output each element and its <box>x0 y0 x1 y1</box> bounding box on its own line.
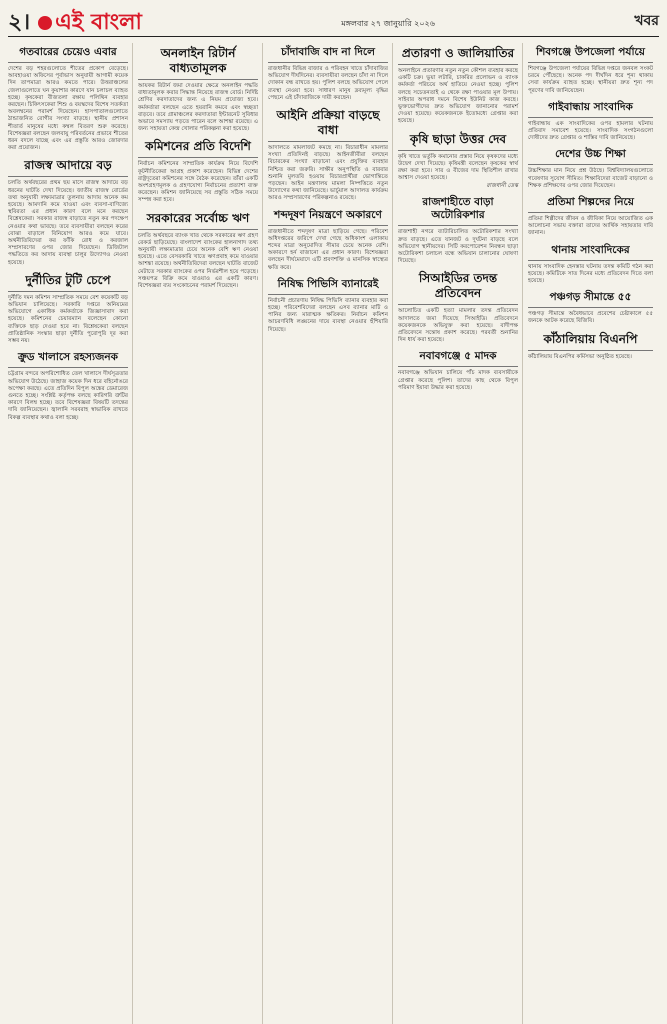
divider <box>268 225 388 226</box>
article-body: আদালতে মামলাজট কমছে না। বিচারাধীন মামলার সংখ্যা প্রতিদিনই বাড়ছে। আইনজীবীরা বলছেন বিচারকের সংখ্যা বাড়ানো এবং প্রযুক্তির ব্যবহার নিশ্চিত করা জরুরি। সাক্ষীর অনুপস্থিতি ও বারবার শুনানি মুলতবি হওয়ায় বিচারপ্রার্থীরা ভোগান্তিতে পড়ছেন। আইন মন্ত্রণালয় মামলা নিষ্পত্তিতে নতুন উদ্যোগের কথা জানিয়েছে। ভার্চুয়াল আদালত কার্যক্রম আরও সম্প্রসারণের পরিকল্পনাও রয়েছে। <box>268 145 388 202</box>
article-headline: শব্দদূষণ নিয়ন্ত্রণে অকারণে <box>274 208 382 221</box>
divider <box>8 176 128 177</box>
article <box>398 132 518 191</box>
article-body: রাজশাহী নগরে ব্যাটারিচালিত অটোরিকশার সংখ্যা দ্রুত বাড়ছে। এতে যানজট ও দুর্ঘটনা বাড়ছে বলে অভিযোগ স্থানীয়দের। সিটি করপোরেশন নিবন্ধন ছাড়া অটোরিকশা চলাচল বন্ধে অভিযান চালানোর ঘোষণা দিয়েছে। <box>398 229 518 265</box>
article <box>398 350 518 392</box>
section-title: খবর <box>634 13 659 29</box>
article <box>528 148 653 190</box>
article-headline: থানায় সাংবাদিকের <box>551 243 630 256</box>
article-body: পঞ্চগড় সীমান্তে অবৈধভাবে প্রবেশের চেষ্টাকালে ৫৫ জনকে আটক করেছে বিজিবি। <box>528 311 653 325</box>
article-body: গাইবান্ধায় এক সাংবাদিকের ওপর হামলার ঘটনায় প্রতিবাদ সমাবেশ হয়েছে। সাংবাদিক সংগঠনগুলো দোষীদের দ্রুত গ্রেপ্তার ও শাস্তির দাবি জানিয়েছে। <box>528 120 653 142</box>
article-body: অনলাইনে প্রতারণার নতুন নতুন কৌশল ব্যবহার করছে একটি চক্র। ভুয়া লটারি, চাকরির প্রলোভন ও ব্যাংক কর্মকর্তা পরিচয়ে অর্থ হাতিয়ে নেওয়া হচ্ছে। পুলিশ বলছে সচেতনতাই এ থেকে রক্ষা পাওয়ার মূল উপায়। সাইবার অপরাধ দমনে বিশেষ ইউনিট কাজ করছে। ভুক্তভোগীদের দ্রুত অভিযোগ জানানোর পরামর্শ দেওয়া হয়েছে। কয়েকজনকে ইতোমধ্যে গ্রেপ্তার করা হয়েছে। <box>398 68 518 125</box>
newspaper-logo <box>38 12 142 34</box>
article-body: শিবগঞ্জে উপজেলা পর্যায়ের বিভিন্ন দপ্তরে জনবল সংকট চরমে পৌঁছেছে। অনেক পদ দীর্ঘদিন ধরে শূন্য থাকায় সেবা কার্যক্রম ব্যাহত হচ্ছে। স্থানীয়রা দ্রুত শূন্য পদ পূরণের দাবি জানিয়েছেন। <box>528 66 653 94</box>
article <box>528 196 653 238</box>
article-body: চট্টগ্রাম বন্দরে অপরিশোধিত তেল খালাসে দীর্ঘসূত্রতার অভিযোগ উঠেছে। জাহাজ কয়েক দিন ধরে বহির্নোঙরে অপেক্ষা করছে। এতে প্রতিদিন বিপুল অঙ্কের ডেমারেজ গুনতে হচ্ছে। সংশ্লিষ্ট কর্তৃপক্ষ বলছে কারিগরি ত্রুটির কারণে বিলম্ব হচ্ছে। তবে বিশেষজ্ঞরা বিষয়টি তদন্তের দাবি জানিয়েছেন। জ্বালানি সরবরাহ স্বাভাবিক রাখতে বিকল্প ব্যবস্থার কথাও বলা হচ্ছে। <box>8 371 128 421</box>
publication-date: মঙ্গলবার ২৭ জানুয়ারি ২০২৬ <box>341 19 435 28</box>
divider <box>138 229 258 230</box>
article <box>528 244 653 286</box>
column-4 <box>398 43 523 1024</box>
divider <box>528 117 653 118</box>
article-headline: সরকারের সর্বোচ্চ ঋণ <box>146 210 250 225</box>
article-body: দেশের বড় শহরগুলোতে শীতের প্রকোপ বেড়েছে। আবহাওয়া অফিসের পূর্বাভাস অনুযায়ী আগামী কয়েক দিন তাপমাত্রা আরও কমতে পারে। উত্তরাঞ্চলের জেলাগুলোতে ঘন কুয়াশার কারণে যান চলাচল ব্যাহত হচ্ছে। কৃষকেরা বীজতলা রক্ষায় পলিথিন ব্যবহার করছেন। চিকিৎসকেরা শিশু ও বয়স্কদের বিশেষ সতর্কতা অবলম্বনের পরামর্শ দিয়েছেন। হাসপাতালগুলোতে ঠান্ডাজনিত রোগীর সংখ্যা বাড়ছে। স্থানীয় প্রশাসন শীতার্ত মানুষের মধ্যে কম্বল বিতরণ শুরু করেছে। বিশেষজ্ঞরা বলছেন জলবায়ু পরিবর্তনের প্রভাবে শীতের ধরন বদলে যাচ্ছে এবং এর প্রস্তুতি আরও জোরদার করা প্রয়োজন। <box>8 66 128 152</box>
article <box>138 211 258 291</box>
article-body: নবাবগঞ্জে অভিযান চালিয়ে পাঁচ মাদক ব্যবসায়ীকে গ্রেপ্তার করেছে পুলিশ। তাদের কাছ থেকে বিপুল পরিমাণ ইয়াবা উদ্ধার করা হয়েছে। <box>398 370 518 391</box>
divider <box>398 150 518 151</box>
article-headline: কমিশনের প্রতি বিদেশি <box>145 139 251 154</box>
article-headline: নবাবগঞ্জে ৫ মাদক <box>419 350 497 363</box>
logo-dot-icon <box>38 16 52 30</box>
article-headline: রাজস্ব আদায়ে বড় <box>24 158 112 173</box>
divider <box>528 62 653 63</box>
divider <box>268 294 388 295</box>
article-body: রাজধানীতে শব্দদূষণ মাত্রা ছাড়িয়ে গেছে। পরিবেশ অধিদপ্তরের জরিপে দেখা গেছে অধিকাংশ এলাকায় শব্দের মাত্রা অনুমোদিত সীমার চেয়ে অনেক বেশি। অকারণে হর্ন বাজানো এর প্রধান কারণ। বিশেষজ্ঞরা বলছেন দীর্ঘমেয়াদে এটি শ্রবণশক্তি ও মানসিক স্বাস্থ্যের ক্ষতি করে। <box>268 228 388 271</box>
divider <box>398 225 518 226</box>
article <box>528 332 653 361</box>
divider <box>528 307 653 308</box>
article-headline: কৃষি ছাড়া উত্তর দেব <box>409 131 507 146</box>
article-body: কাঁঠালিয়ায় বিএনপির কর্মিসভা অনুষ্ঠিত হয়েছে। <box>528 353 632 360</box>
article-headline: আইনি প্রক্রিয়া বাড়ছে বাধা <box>276 108 380 138</box>
article-headline: কাঁঠালিয়ায় বিএনপি <box>543 331 638 346</box>
article-body: আলোচিত একটি হত্যা মামলার তদন্ত প্রতিবেদন আদালতে জমা দিয়েছে সিআইডি। প্রতিবেদনে কয়েকজনকে অভিযুক্ত করা হয়েছে। বাদীপক্ষ প্রতিবেদনে সন্তোষ প্রকাশ করেছে। পরবর্তী শুনানির দিন ধার্য করা হয়েছে। <box>398 308 518 344</box>
column-3 <box>268 43 393 1024</box>
divider <box>398 366 518 367</box>
divider <box>398 64 518 65</box>
article-body: চলতি অর্থবছরে ব্যাংক খাত থেকে সরকারের ঋণ গ্রহণ রেকর্ড ছাড়িয়েছে। বাংলাদেশ ব্যাংকের হালনাগাদ তথ্য অনুযায়ী লক্ষ্যমাত্রার চেয়ে অনেক বেশি ঋণ নেওয়া হয়েছে। এতে বেসরকারি খাতে ঋণপ্রবাহ কমে যাওয়ার আশঙ্কা রয়েছে। অর্থনীতিবিদেরা বলছেন ঘাটতি বাজেট মেটাতে সরকার ব্যাংকের ওপর নির্ভরশীল হয়ে পড়েছে। সঞ্চয়পত্র বিক্রি কমে যাওয়াও এর একটি কারণ। বিশেষজ্ঞরা ব্যয় সংকোচনের পরামর্শ দিয়েছেন। <box>138 232 258 290</box>
divider <box>528 350 653 351</box>
article <box>268 108 388 203</box>
article-headline: চাঁদাবাজি বাদ না দিলে <box>281 46 375 58</box>
article <box>528 46 653 95</box>
article <box>268 209 388 272</box>
logo-text: এই বাংলা <box>55 10 142 35</box>
article-body: কৃষি খাতে ভর্তুকি কমানোর প্রস্তাব নিয়ে কৃষকদের মধ্যে উদ্বেগ দেখা দিয়েছে। কৃষিমন্ত্রী বলেছেন কৃষকের স্বার্থ রক্ষা করা হবে। সার ও বীজের দাম স্থিতিশীল রাখার আশ্বাস দেওয়া হয়েছে। <box>398 153 518 182</box>
column-2 <box>138 43 263 1024</box>
article <box>528 291 653 325</box>
article-byline: রাজধানী ডেস্ক <box>486 183 518 190</box>
article-headline: পঞ্চগড় সীমান্তে ৫৫ <box>549 291 632 304</box>
article-headline: প্রতিমা শিল্পদের নিয়ে <box>547 196 634 209</box>
article <box>398 271 518 344</box>
column-1 <box>8 43 133 1024</box>
divider <box>268 141 388 142</box>
article <box>528 101 653 143</box>
article <box>398 196 518 265</box>
article-headline: গতবারের চেয়েও এবার <box>19 46 117 58</box>
column-5 <box>528 43 653 1024</box>
article-headline: শিবগঞ্জে উপজেলা পর্যায়ে <box>536 46 645 58</box>
article-headline: গাইবান্ধায় সাংবাদিক <box>548 100 633 113</box>
article <box>8 351 128 421</box>
article-body: আয়কর রিটার্ন জমা দেওয়ার ক্ষেত্রে অনলাইন পদ্ধতি বাধ্যতামূলক করার সিদ্ধান্ত নিয়েছে রাজস্ব বোর্ড। নির্দিষ্ট শ্রেণির করদাতাদের জন্য এ নিয়ম প্রযোজ্য হবে। কর্মকর্তারা বলছেন এতে হয়রানি কমবে এবং স্বচ্ছতা বাড়বে। তবে গ্রামাঞ্চলের করদাতারা ইন্টারনেট সুবিধার অভাবে সমস্যায় পড়তে পারেন বলে আশঙ্কা রয়েছে। এ জন্য সহায়তা কেন্দ্র খোলার পরিকল্পনা করা হয়েছে। <box>138 83 258 133</box>
article-headline: দুর্নীতির টুটি চেপে <box>25 272 111 287</box>
masthead-left <box>8 12 142 34</box>
divider <box>528 260 653 261</box>
article-body: রাজধানীর বিভিন্ন বাজার ও পরিবহন খাতে চাঁদাবাজির অভিযোগ দীর্ঘদিনের। ব্যবসায়ীরা বলছেন চাঁদা না দিলে দোকান বন্ধ রাখতে হয়। পুলিশ বলছে অভিযোগ পেলে ব্যবস্থা নেওয়া হবে। সাধারণ মানুষ দ্রব্যমূল্য বৃদ্ধির পেছনে এই চাঁদাবাজিকে দায়ী করছেন। <box>268 66 388 101</box>
article-headline: ক্রুড খালাসে রহস্যজনক <box>17 351 119 364</box>
article <box>138 46 258 133</box>
article-headline: নিষিদ্ধ পিভিসি ব্যানারেই <box>277 277 379 290</box>
article-body: নির্বাচনী প্রচারণায় নিষিদ্ধ পিভিসি ব্যানার ব্যবহার করা হচ্ছে। পরিবেশবিদেরা বলছেন এসব ব্যানার মাটি ও পানির জন্য মারাত্মক ক্ষতিকর। নির্বাচন কমিশন আচরণবিধি লঙ্ঘনের দায়ে ব্যবস্থা নেওয়ার হুঁশিয়ারি দিয়েছে। <box>268 297 388 333</box>
article-body: চলতি অর্থবছরের প্রথম ছয় মাসে রাজস্ব আদায়ে বড় ধরনের ঘাটতি দেখা দিয়েছে। জাতীয় রাজস্ব বোর্ডের তথ্য অনুযায়ী লক্ষ্যমাত্রার তুলনায় আদায় অনেক কম হয়েছে। আমদানি কমে যাওয়া এবং ব্যবসা-বাণিজ্যে স্থবিরতা এর প্রধান কারণ বলে মনে করছেন বিশ্লেষকেরা। সরকার রাজস্ব বাড়াতে নতুন কর পদক্ষেপ নেওয়ার কথা ভাবছে। তবে ব্যবসায়ীরা বলছেন করের বোঝা বাড়ালে বিনিয়োগ আরও কমে যাবে। অর্থনীতিবিদেরা কর ফাঁকি রোধ ও করজাল সম্প্রসারণের ওপর জোর দিয়েছেন। ডিজিটাল পদ্ধতিতে কর আদায় ব্যবস্থা চালুর উদ্যোগও নেওয়া হয়েছে। <box>8 180 128 266</box>
article <box>268 46 388 102</box>
page-number: ২। <box>8 10 31 35</box>
article-headline: দেশের উচ্চ শিক্ষা <box>555 148 626 161</box>
divider <box>8 62 128 63</box>
article-body: থানায় সাংবাদিক হেনস্তার ঘটনায় তদন্ত কমিটি গঠন করা হয়েছে। কমিটিকে সাত দিনের মধ্যে প্রতিবেদন দিতে বলা হয়েছে। <box>528 263 653 285</box>
columns-container <box>8 43 659 1024</box>
divider <box>8 367 128 368</box>
article-headline: অনলাইন রিটার্ন বাধ্যতামূলক <box>160 46 236 75</box>
divider <box>528 164 653 165</box>
article-headline: রাজশাহীতে বাড়া অটোরিকশার <box>422 196 494 222</box>
article <box>8 273 128 345</box>
divider <box>138 157 258 158</box>
article <box>8 46 128 152</box>
divider <box>528 212 653 213</box>
article <box>268 278 388 334</box>
divider <box>8 291 128 292</box>
article-body: নির্বাচন কমিশনের সাম্প্রতিক কার্যক্রম নিয়ে বিদেশি কূটনীতিকেরা আগ্রহ প্রকাশ করেছেন। বিভিন্ন দেশের রাষ্ট্রদূতেরা কমিশনের সঙ্গে বৈঠক করেছেন। তাঁরা একটি অংশগ্রহণমূলক ও গ্রহণযোগ্য নির্বাচনের প্রত্যাশা ব্যক্ত করেছেন। কমিশন জানিয়েছে সব প্রস্তুতি সঠিক সময়ে সম্পন্ন করা হবে। <box>138 161 258 204</box>
article-headline: প্রতারণা ও জালিয়াতির <box>401 46 515 60</box>
article-headline: সিআইডির তদন্ত প্রতিবেদন <box>418 271 498 301</box>
article-body: উচ্চশিক্ষার মান নিয়ে প্রশ্ন উঠছে। বিশ্ববিদ্যালয়গুলোতে গবেষণার সুযোগ সীমিত। শিক্ষাবিদেরা বাজেট বাড়ানো ও শিক্ষক প্রশিক্ষণের ওপর জোর দিয়েছেন। <box>528 168 653 189</box>
article-body: দুর্নীতি দমন কমিশন সাম্প্রতিক সময়ে বেশ কয়েকটি বড় অভিযান চালিয়েছে। সরকারি দপ্তরে অনিয়মের অভিযোগে একাধিক কর্মকর্তাকে জিজ্ঞাসাবাদ করা হয়েছে। কমিশনের চেয়ারম্যান বলেছেন কোনো ব্যক্তিকে ছাড় দেওয়া হবে না। বিশ্লেষকেরা বলছেন প্রাতিষ্ঠানিক সংস্কার ছাড়া দুর্নীতি পুরোপুরি দূর করা সম্ভব নয়। <box>8 294 128 345</box>
divider <box>138 79 258 80</box>
masthead <box>8 6 659 37</box>
article-body: প্রতিমা শিল্পীদের জীবন ও জীবিকা নিয়ে আয়োজিত এক আলোচনা সভায় বক্তারা তাদের আর্থিক সহায়তার দাবি জানান। <box>528 216 653 237</box>
article <box>398 46 518 126</box>
article <box>8 158 128 266</box>
divider <box>268 62 388 63</box>
divider <box>398 304 518 305</box>
article <box>138 139 258 204</box>
